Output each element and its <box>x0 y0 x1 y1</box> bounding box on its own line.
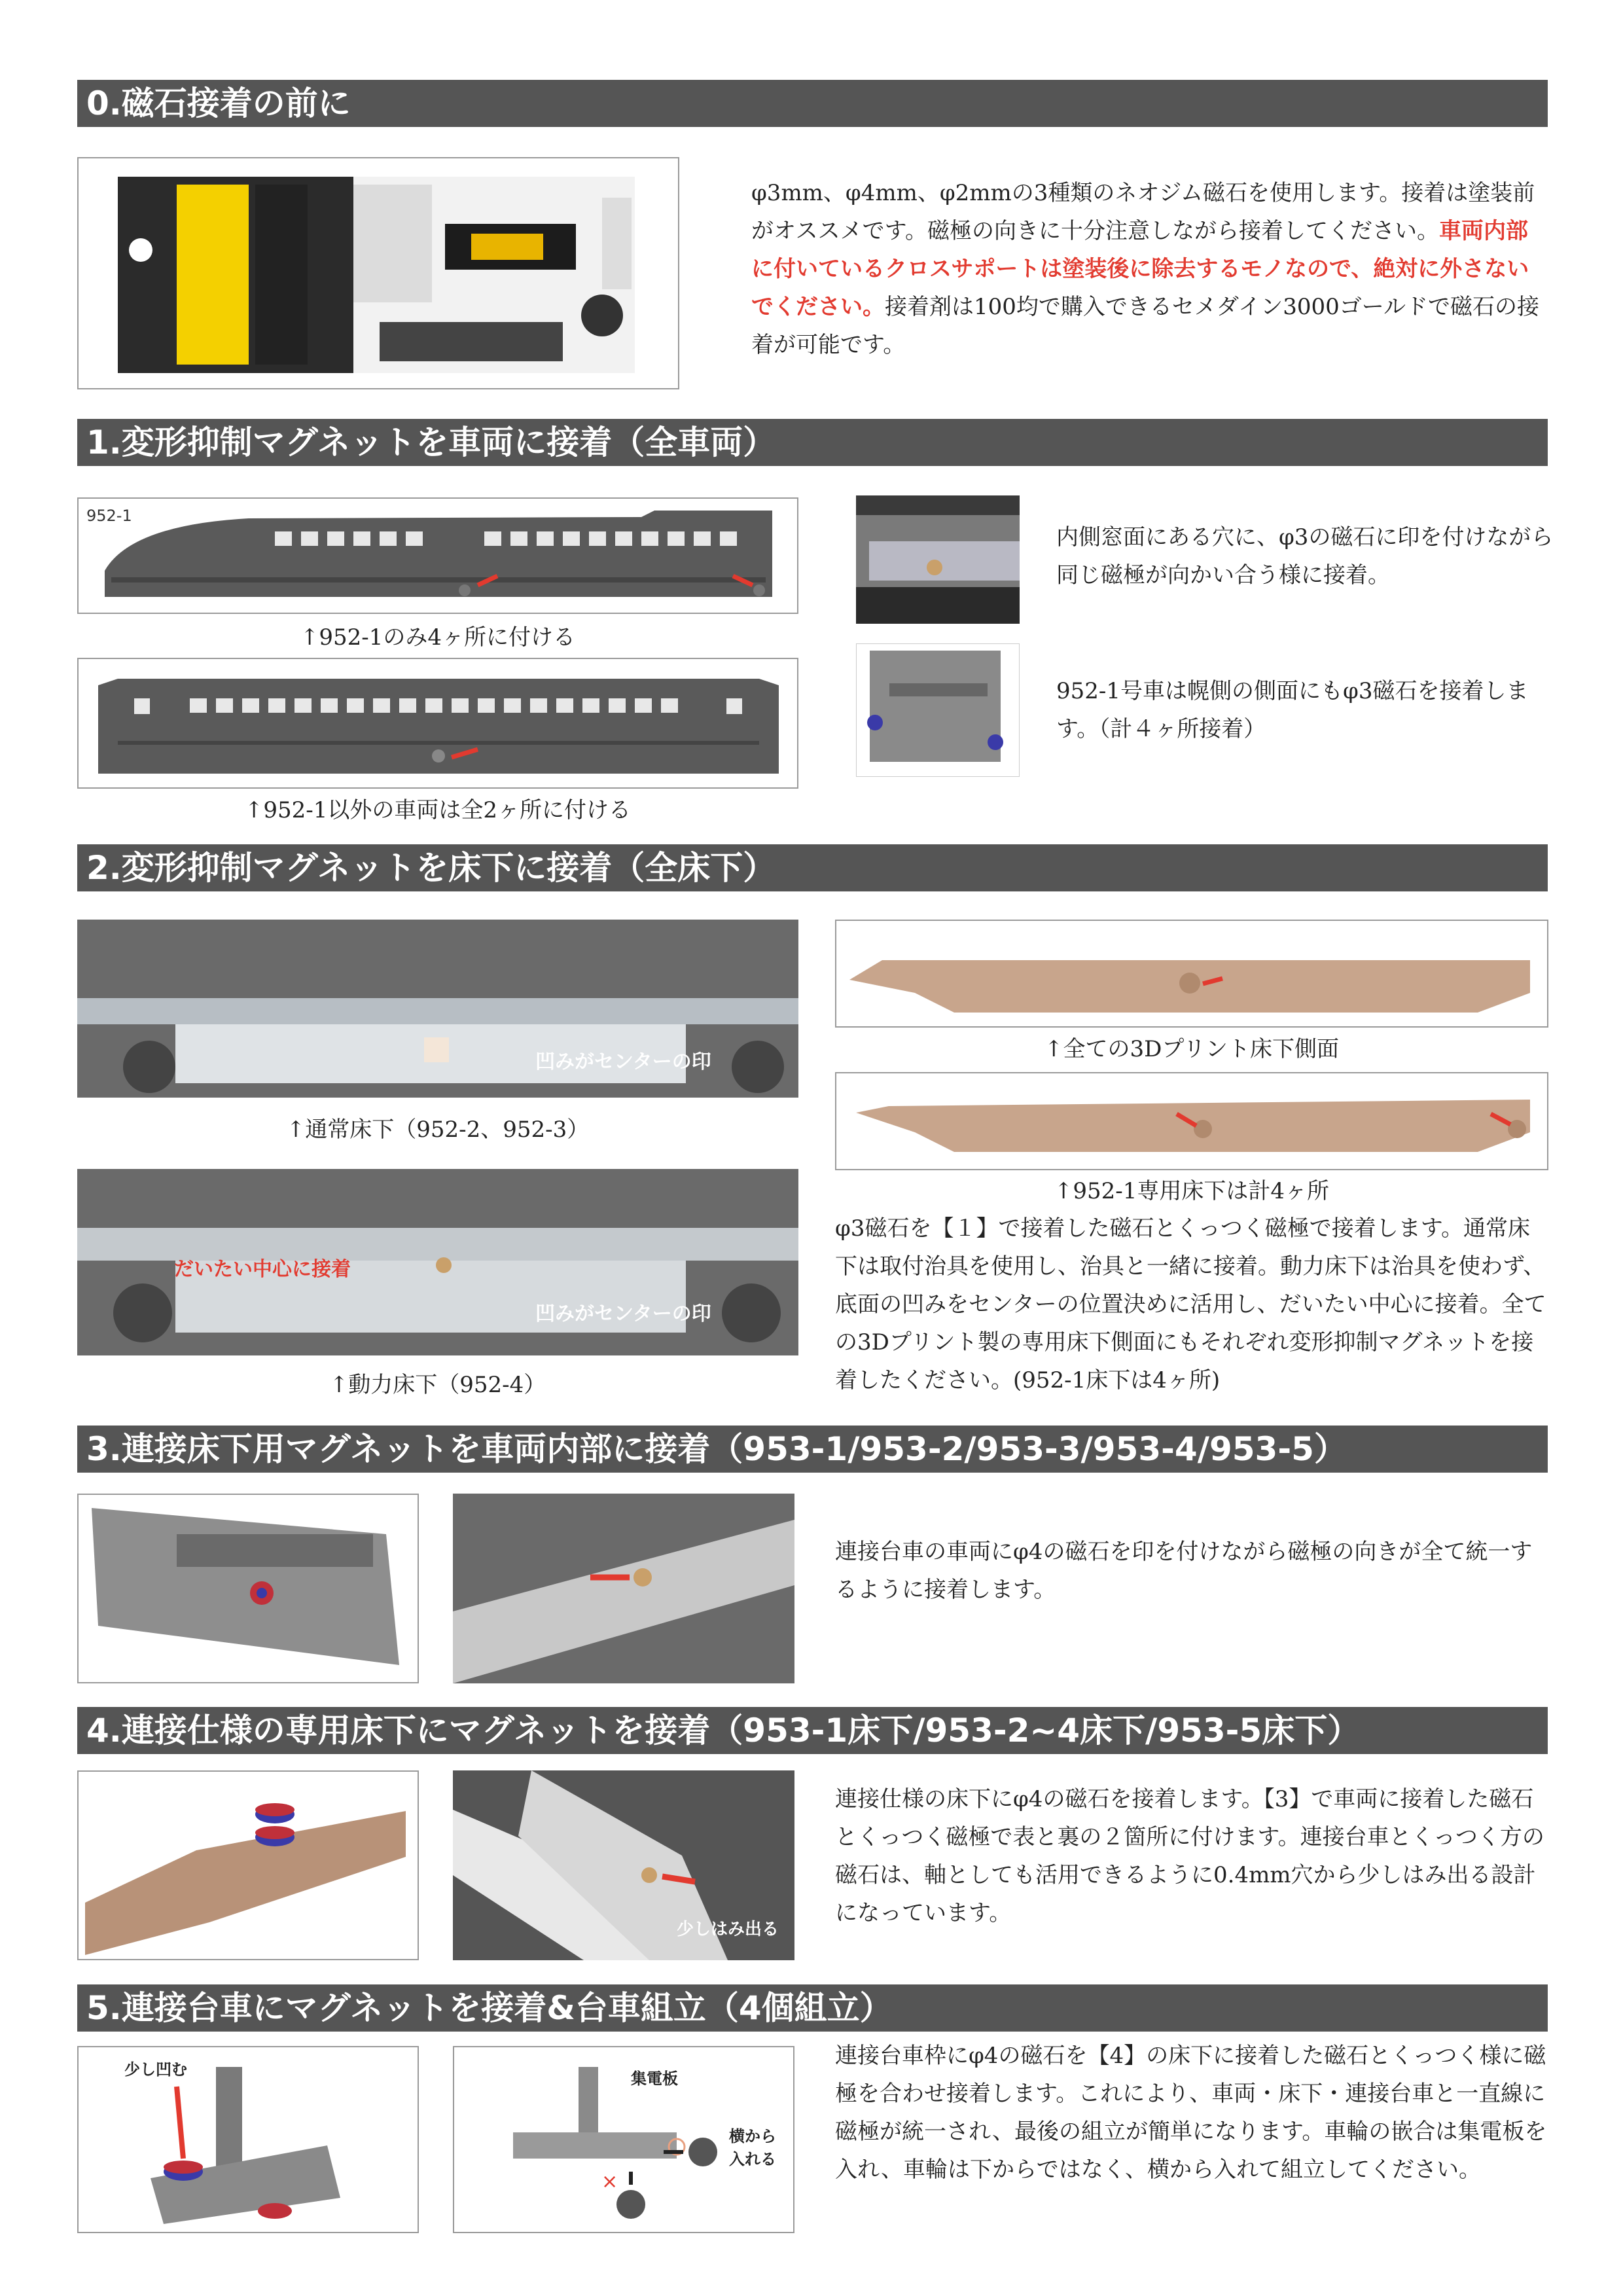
underfloor-952-1-diagram <box>835 1072 1548 1170</box>
articulated-underfloor-diagram <box>77 1770 419 1960</box>
window-hole-photo <box>856 495 1020 624</box>
s1-text-b: 952-1号車は幌側の側面にもφ3磁石を接着します。（計４ヶ所接着） <box>1056 678 1529 742</box>
underfloor-side-diagram <box>835 920 1548 1028</box>
glue-package-image <box>77 157 679 389</box>
caption-3d-side: ↑全ての3Dプリント床下側面 <box>1044 1036 1340 1062</box>
section-1-header: 1.変形抑制マグネットを車両に接着（全車両） <box>77 419 1548 466</box>
hood-side-diagram <box>856 643 1020 777</box>
s4-text: 連接仕様の床下にφ4の磁石を接着します。【3】で車両に接着した磁石とくっつく磁極で表と裏の２箇所に付けます。連接台車とくっつく方の磁石は、軸としても活用できるように0.4mm穴から少しはみ出る設計になっています。 <box>835 1786 1544 1926</box>
car-other-diagram <box>77 658 798 789</box>
label-collector-plate: 集電板 <box>631 2070 678 2088</box>
section-3-header: 3.連接床下用マグネットを車両内部に接着（953-1/953-2/953-3/953-4/953-5） <box>77 1426 1548 1473</box>
s1-text-a: 内側窓面にある穴に、φ3の磁石に印を付けながら同じ磁極が向かい合う様に接着。 <box>1056 524 1554 588</box>
section-0-text <box>751 174 1548 364</box>
label-center-mark-a: 凹みがセンターの印 <box>535 1050 711 1073</box>
s2-text: φ3磁石を【１】で接着した磁石とくっつく磁極で接着します。通常床下は取付治具を使用し、治具と一緒に接着。動力床下は治具を使わず、底面の凹みをセンターの位置決めに活用し、だいたい中心に接着。全ての3Dプリント製の専用床下側面にもそれぞれ変形抑制マグネットを接着したください。(952-1床下は4ヶ所) <box>835 1215 1546 1393</box>
caption-power-underfloor: ↑動力床下（952-4） <box>329 1372 546 1398</box>
articulated-car-interior-diagram <box>77 1494 419 1683</box>
bogie-assembly-diagram <box>453 2046 794 2233</box>
articulated-underfloor-photo <box>453 1770 794 1960</box>
section-5-header: 5.連接台車にマグネットを接着&台車組立（4個組立） <box>77 1984 1548 2032</box>
s0-warning-text: 車両内部に付いているクロスサポートは塗装後に除去するモノなので、絶対に外さないでください。 <box>751 218 1529 320</box>
power-underfloor-photo <box>77 1169 798 1355</box>
normal-underfloor-photo <box>77 920 798 1098</box>
svg-text:×: × <box>601 2170 618 2193</box>
label-center-mark-b: 凹みがセンターの印 <box>535 1302 711 1325</box>
s5-text: 連接台車枠にφ4の磁石を【4】の床下に接着した磁石とくっつく様に磁極を合わせ接着します。これにより、車両・床下・連接台車と一直線に磁極が統一され、最後の組立が簡単になります。車輪の嵌合は集電板を入れ、車輪は下からではなく、横から入れて組立してください。 <box>835 2043 1547 2183</box>
s0-text-b: 接着剤は100均で購入できるセメダイン3000ゴールドで磁石の接着が可能です。 <box>751 294 1540 358</box>
section-2-header: 2.変形抑制マグネットを床下に接着（全床下） <box>77 844 1548 891</box>
label-insert-side: 横から入れる <box>729 2127 776 2168</box>
label-rough-center: だいたい中心に接着 <box>174 1258 351 1281</box>
label-slight-dent: 少し凹む <box>124 2060 187 2079</box>
s3-text: 連接台車の車両にφ4の磁石を印を付けながら磁極の向きが全て統一するように接着します。 <box>835 1539 1533 1603</box>
section-0-header: 0.磁石接着の前に <box>77 80 1548 127</box>
bogie-frame-diagram <box>77 2046 419 2233</box>
section-4-header: 4.連接仕様の専用床下にマグネットを接着（953-1床下/953-2~4床下/953-5床下） <box>77 1707 1548 1754</box>
car-952-1-diagram <box>77 497 798 614</box>
caption-other-cars: ↑952-1以外の車両は全2ヶ所に付ける <box>244 797 632 823</box>
articulated-car-interior-photo <box>453 1494 794 1683</box>
label-protrude: 少しはみ出る <box>677 1920 779 1939</box>
s0-text-a: φ3mm、φ4mm、φ2mmの3種類のネオジム磁石を使用します。接着は塗装前がオススメです。磁極の向きに十分注意しながら接着してください。 <box>751 180 1535 244</box>
caption-952-1-underfloor: ↑952-1専用床下は計4ヶ所 <box>1054 1178 1330 1204</box>
caption-normal-underfloor: ↑通常床下（952-2、952-3） <box>286 1117 590 1143</box>
caption-952-1: ↑952-1のみ4ヶ所に付ける <box>300 624 576 651</box>
diagram-label-952-1: 952-1 <box>86 507 132 525</box>
